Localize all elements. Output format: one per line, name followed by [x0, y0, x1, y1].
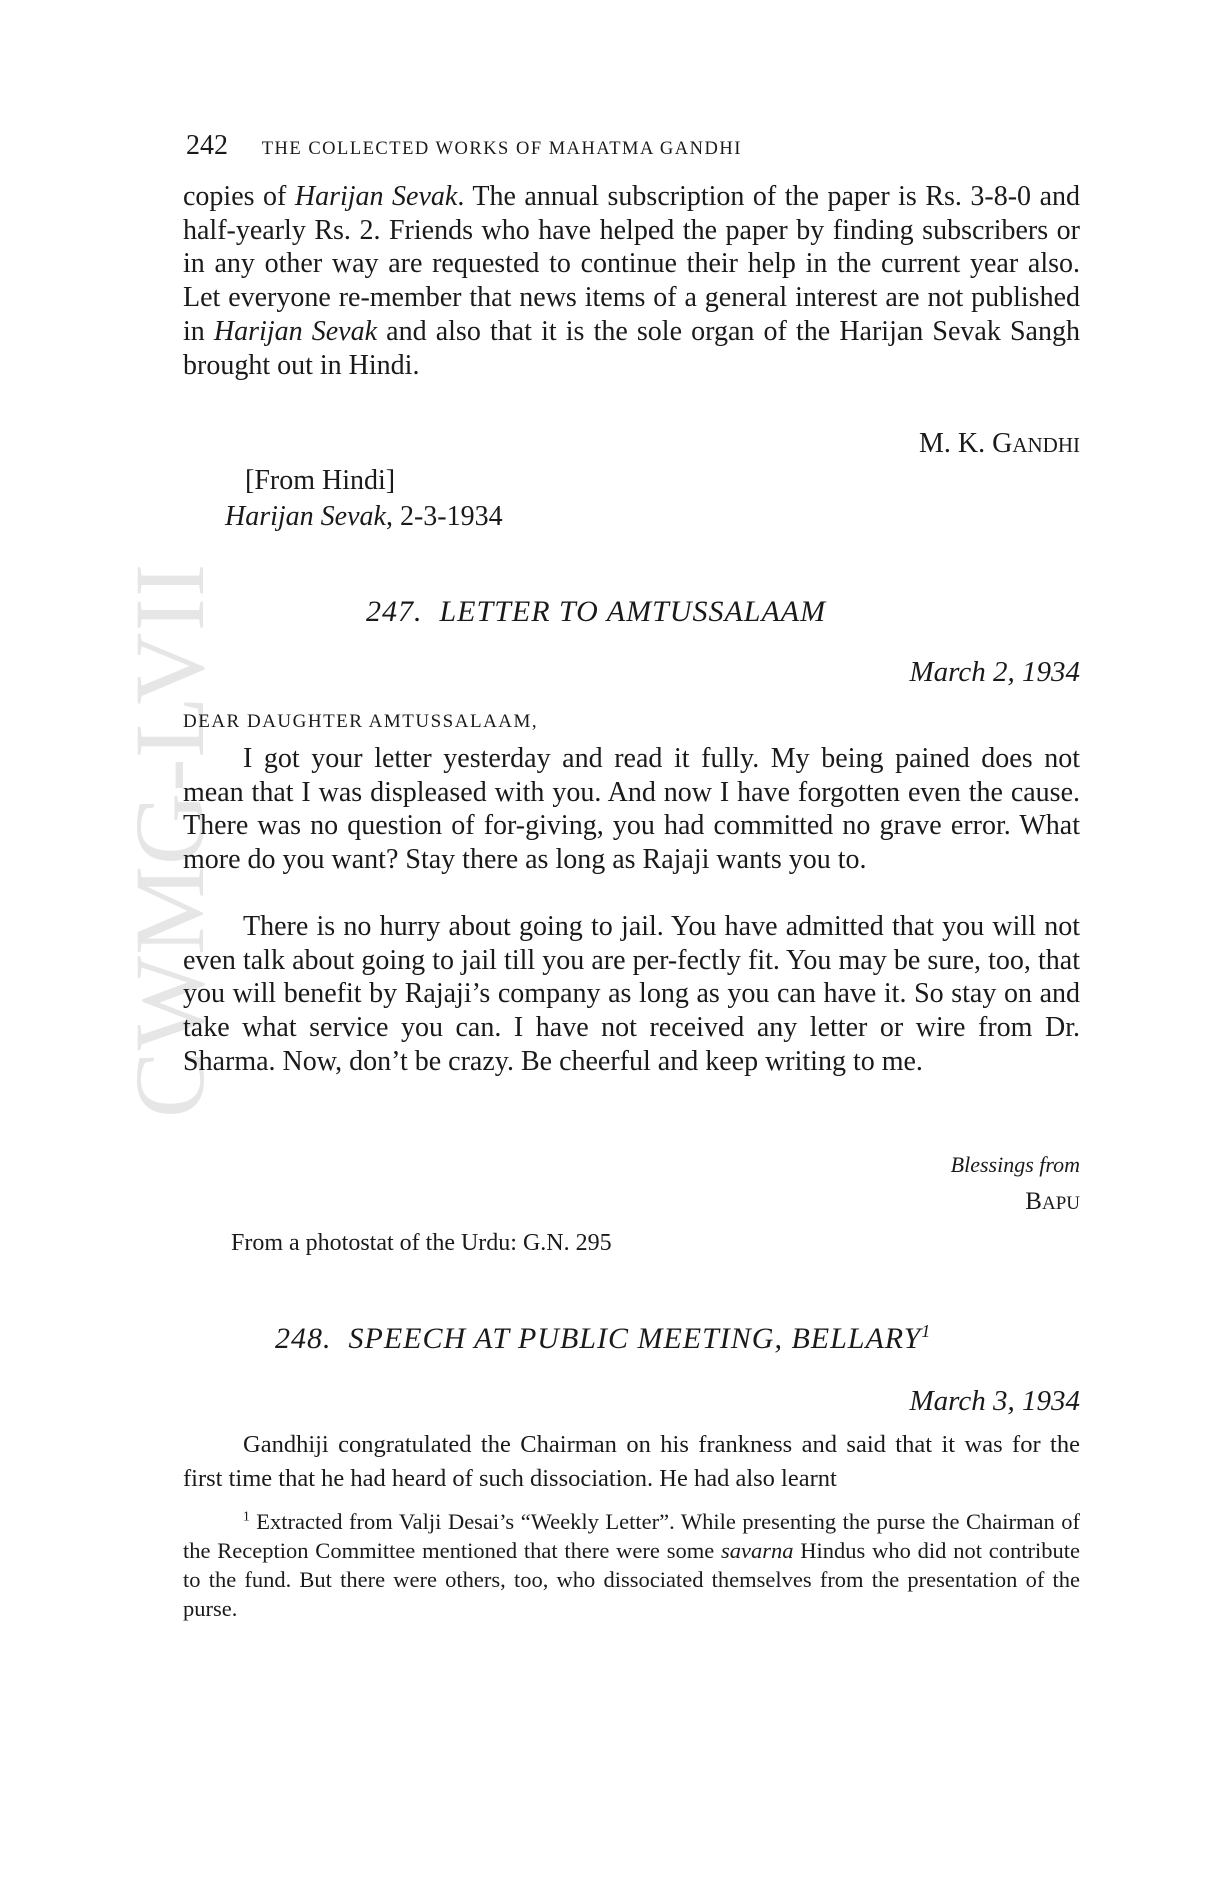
source-citation	[225, 499, 503, 534]
letter-closing: Blessings from	[950, 1152, 1080, 1177]
salutation: DEAR DAUGHTER AMTUSSALAAM,	[183, 711, 539, 732]
signature-bapu: BAPU	[1025, 1188, 1080, 1215]
footnote-italic-term: savarna	[721, 1538, 794, 1563]
publication-title: Harijan Sevak	[294, 181, 458, 212]
letter-date: March 2, 1934	[909, 656, 1080, 688]
letter-paragraph: I got your letter yesterday and read it fully. My being pained does not mean that I was displeased with you. And now I have forgotten even the cause. There was no question of for-giving, you had committed no grave error. What more do you want? Stay there as long as Rajaji wants you to.	[183, 743, 1080, 876]
footnote-reference: 1	[921, 1321, 932, 1341]
signature-gandhi: M. K. GANDHI	[919, 428, 1080, 459]
source-language: [From Hindi]	[245, 465, 396, 496]
running-head	[186, 130, 1086, 162]
speech-paragraph: Gandhiji congratulated the Chairman on his frankness and said that it was for the first time that he had heard of such dissociation. He had also learnt	[183, 1431, 1080, 1492]
section-title: SPEECH AT PUBLIC MEETING, BELLARY	[348, 1322, 922, 1355]
section-number: 247.	[366, 595, 423, 628]
book-title: THE COLLECTED WORKS OF MAHATMA GANDHI	[261, 139, 742, 159]
section-heading-248	[275, 1322, 931, 1356]
source-date: , 2-3-1934	[385, 501, 503, 532]
section-title: LETTER TO AMTUSSALAAM	[439, 595, 827, 628]
footnote: $^1$ Extracted from Valji Desai’s “Weekly Letter”. While presenting the purse the Chairman of the Reception Committee mentioned that there were some savarna Hindus who did not contribute to the fund. But there were others, too, who dissociated themselves from the presentation of the purse.	[183, 1508, 1080, 1621]
watermark: CWMG-LVII	[114, 562, 225, 1118]
letter-source: From a photostat of the Urdu: G.N. 295	[231, 1230, 612, 1256]
section-heading-247	[366, 595, 826, 629]
letter-paragraph: There is no hurry about going to jail. You have admitted that you will not even talk about going to jail till you are per-fectly fit. You may be sure, too, that you will benefit by Rajaji’s company as long as you can have it. So stay on and take what service you can. I have not received any letter or wire from Dr. Sharma. Now, don’t be crazy. Be cheerful and keep writing to me.	[183, 911, 1080, 1077]
source-publication: Harijan Sevak	[225, 501, 386, 532]
footnote-marker: 1	[243, 1508, 250, 1524]
harijan-sevak-paragraph: copies of Harijan Sevak. The annual subscription of the paper is Rs. 3-8-0 and half-yearly Rs. 2. Friends who have helped the paper by finding subscribers or in any other way are requested to continue their help in the current year also. Let everyone re-member that news items of a general interest are not published in Harijan Sevak and also that it is the sole organ of the Harijan Sevak Sangh brought out in Hindi.	[183, 181, 1080, 381]
page-number: 242	[186, 130, 228, 161]
publication-title: Harijan Sevak	[213, 315, 378, 347]
speech-date: March 3, 1934	[909, 1385, 1080, 1417]
section-number: 248.	[275, 1322, 332, 1355]
